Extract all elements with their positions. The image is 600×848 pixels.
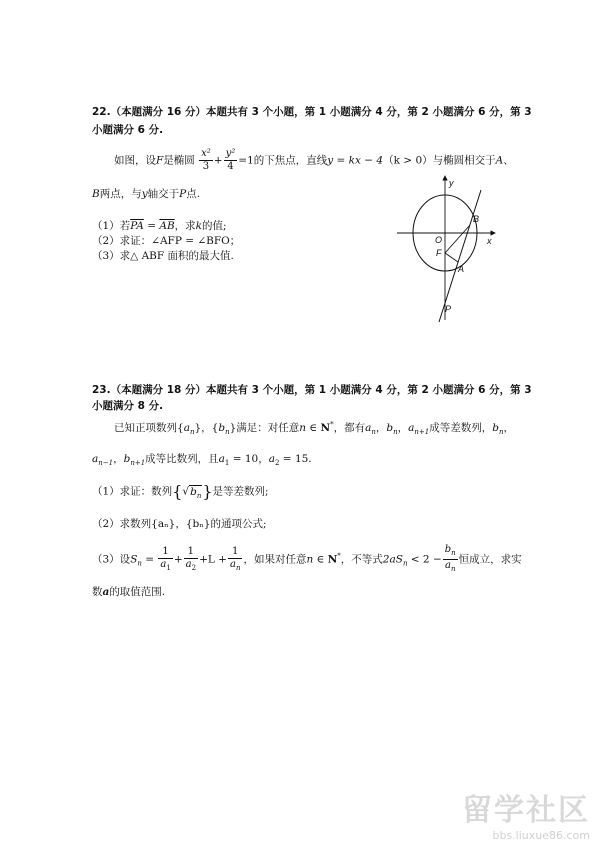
q23-S: S (130, 553, 138, 566)
q23-part3-text-c: ，不等式 (340, 553, 383, 566)
q22-header-line1: 22.（本题满分 16 分）本题共有 3 个小题，第 1 小题满分 4 分，第 2 小题满分 6 分，第 3 (92, 106, 532, 118)
q22-line2-text-a: 两点，与 (99, 188, 142, 200)
q23-part1 (92, 482, 269, 501)
q23-l1-b2: b (386, 422, 394, 434)
q22-part1-text-a: （1）若 (92, 220, 131, 232)
q23-l2-a: a (92, 453, 99, 465)
q23-l2-sub-nm1: n−1 (98, 459, 114, 468)
q22-line2-text-b: 轴交于 (147, 188, 180, 200)
q23-l1-text-f: 成等差数列， (429, 422, 493, 434)
q22-var-k: k (195, 220, 203, 232)
q22-line2-text-c: 点. (186, 188, 201, 200)
q23-l1-b3: b (492, 422, 499, 434)
watermark (462, 785, 590, 842)
q23-l1-text-a: 已知正项数列{ (114, 422, 184, 434)
fig-label-F: F (436, 248, 442, 258)
q23-part1-text-b: 是等差数列; (212, 485, 269, 498)
q23-l1-sub-n4: n (393, 428, 398, 437)
q23-part3-text-a: （3）设 (92, 553, 131, 566)
q23-l2-a2: a (268, 453, 275, 465)
q23-l1-sub-n3: n (371, 428, 376, 437)
q23-last-var-a: a (102, 586, 110, 598)
q23-part3-text-b: ，如果对任意 (243, 553, 307, 566)
q23-l1-sub-n5: n (498, 428, 504, 437)
q23-sqrt-bn (189, 485, 202, 498)
q23-frac-1-an (228, 546, 242, 574)
q23-l1-a3: a (408, 422, 415, 434)
q23-l1-a2: a (365, 422, 372, 434)
q23-l1-sub-n1: n+1 (414, 428, 430, 437)
q22-intro-text-b: 是椭圆 (163, 154, 195, 167)
q23-part3-star: * (337, 552, 341, 560)
q23-frac4-b: b (444, 544, 452, 555)
q22-intro-line2 (92, 186, 200, 201)
q23-l1-text-c: }满足：对任意 (229, 422, 300, 434)
q23-l2-text-b: 成等比数列，且 (145, 453, 219, 465)
q23-header-line1: 23.（本题满分 18 分）本题共有 3 个小题，第 1 小题满分 4 分，第 2 小题满分 6 分，第 3 (92, 384, 532, 396)
q22-vector-AB: $\overline{AB}$ (159, 220, 175, 232)
q22-part1-eq: = (143, 220, 160, 232)
q23-frac3-num: 1 (228, 546, 242, 559)
q23-S-sub: n (137, 559, 142, 568)
q23-part3: （3）设$S_n$ = $\frac{1}{a_1}$ + $\frac{1}{a_2}$ +L + $\frac{1}{a_n}$ ，如果对任意n ∈ N*，不等式$2aS_n < 2$ − $\frac{b_n}{a_n}$ 恒成立，求实 (92, 544, 522, 573)
segment-FA (445, 253, 458, 262)
q23-frac-1-a1 (158, 546, 172, 574)
q22-ellipse-figure (395, 170, 505, 328)
q23-l1-text-b: }，{ (194, 422, 219, 434)
q23-l1-n-in: n ∈ (299, 422, 321, 434)
q22-part3: （3）求△ ABF 面积的最大值. (92, 250, 234, 262)
q22-header-line2: 小题满分 6 分. (92, 124, 164, 136)
q23-l2-b: b (123, 453, 131, 465)
q23-part3-lt: < 2 − (407, 553, 442, 566)
q23-l2-comma: ， (113, 453, 124, 465)
q23-frac4-bsub: n (451, 549, 456, 557)
q23-sqrt-sub-n: n (196, 491, 202, 500)
q22-intro-text-d: 与椭圆相交于 (432, 154, 496, 167)
q22-intro-text-c: 的下焦点，直线 (253, 154, 328, 167)
q23-l1-comma3: ， (503, 422, 514, 434)
q23-sqrt-sign: √ (182, 485, 190, 498)
q22-comma: 、 (503, 154, 514, 167)
watermark-url: bbs.liuxue86.com (492, 829, 590, 842)
q23-frac1-sub: 1 (166, 563, 171, 572)
q23-frac2-sub: 2 (191, 563, 197, 572)
q23-part3-eq: = (141, 553, 158, 566)
q23-frac3-a: a (229, 558, 236, 570)
q22-var-P: P (179, 188, 187, 200)
q23-frac3-sub: n (235, 563, 241, 572)
fig-label-P: P (445, 304, 452, 314)
q23-last-text-a: 数 (92, 586, 103, 598)
segment-FB (445, 225, 470, 253)
q23-l1-text-d: ，都有 (333, 422, 366, 434)
q23-header-line2: 小题满分 8 分. (92, 400, 164, 412)
q23-frac2-a: a (185, 558, 192, 570)
q23-last-text-b: 的取值范围. (109, 586, 166, 598)
q22-var-A: A (495, 154, 504, 167)
q23-l1-N: N (320, 422, 331, 434)
q23-l2-a1: a (218, 453, 225, 465)
q22-frac-num-x2: x² (201, 148, 211, 159)
q23-l2-sub-np1: n+1 (130, 459, 146, 468)
watermark-logo: 留学社区 (462, 793, 590, 828)
q23-part3-n-in: n ∈ (306, 553, 328, 566)
q22-var-B: B (92, 188, 100, 200)
q23-l1-comma1: ， (375, 422, 387, 434)
q22-frac-num-y2: y² (225, 148, 236, 159)
q23-line2 (92, 451, 312, 467)
fig-label-O: O (435, 235, 443, 245)
q23-frac-bn-an (443, 544, 458, 575)
q22-k-cond: （k > 0） (383, 154, 433, 167)
q22-vector-PA: $\overline{PA}$ (130, 220, 144, 232)
q23-last-line (92, 584, 165, 599)
q23-part3-N: N (327, 553, 338, 566)
q23-frac1-num: 1 (158, 546, 172, 559)
q22-part1-text-c: 的值; (202, 220, 227, 232)
q22-frac-x2-3 (199, 148, 213, 173)
q23-l1-sub-n: n (189, 428, 195, 437)
q23-part3-ineq-sub: n (402, 559, 408, 568)
q23-part3-text-d: 恒成立，求实 (458, 553, 522, 566)
q23-frac2-num: 1 (184, 546, 198, 559)
q23-l2-eq15: = 15. (279, 453, 312, 465)
q23-l2-eq10: = 10， (229, 453, 269, 465)
q22-frac-y2-4 (224, 148, 238, 173)
q23-frac1-a: a (160, 558, 167, 570)
q23-part3-ineq: 2aS (382, 553, 403, 566)
q22-var-F: F (156, 154, 164, 167)
q23-l2-sub-2: 2 (275, 459, 280, 468)
q22-frac-den-3: 3 (202, 161, 210, 172)
fig-label-B: B (473, 214, 480, 224)
q23-part2: （2）求数列{aₙ}，{bₙ}的通项公式; (92, 518, 267, 530)
q23-frac-1-a2 (184, 546, 198, 574)
q23-l2-sub-1: 1 (224, 459, 230, 468)
q23-frac4-a: a (444, 560, 451, 571)
q23-part3-L: +L + (199, 553, 227, 566)
q23-l1-b: b (218, 422, 226, 434)
q22-line-eq: y = kx − 4 (327, 154, 384, 167)
q22-var-y: y (141, 188, 148, 200)
q22-part1 (92, 218, 227, 233)
q23-l1-star: * (330, 420, 334, 429)
fig-label-y: y (449, 178, 454, 188)
fig-label-x: x (487, 236, 492, 246)
q23-frac4-asub: n (450, 565, 456, 573)
q23-brace-right: } (202, 482, 213, 501)
q22-part1-text-b: ，求 (174, 220, 196, 232)
q22-frac-den-4: 4 (227, 161, 234, 172)
q23-l1-comma2: ， (397, 422, 409, 434)
q22-eq-1: =1 (238, 154, 254, 167)
q23-sqrt-b: b (190, 485, 197, 498)
q22-part2: （2）求证：∠AFP = ∠BFO； (92, 235, 241, 247)
q23-brace-left: { (172, 482, 183, 501)
fig-label-A: A (458, 264, 465, 274)
q22-plus: + (213, 154, 223, 167)
q23-l1-a: a (183, 422, 190, 434)
q23-line1 (114, 420, 514, 436)
q23-l1-sub-n2: n (225, 428, 230, 437)
q22-intro-text-a: 如图，设 (114, 154, 156, 167)
q23-part1-text-a: （1）求证：数列 (92, 485, 173, 498)
